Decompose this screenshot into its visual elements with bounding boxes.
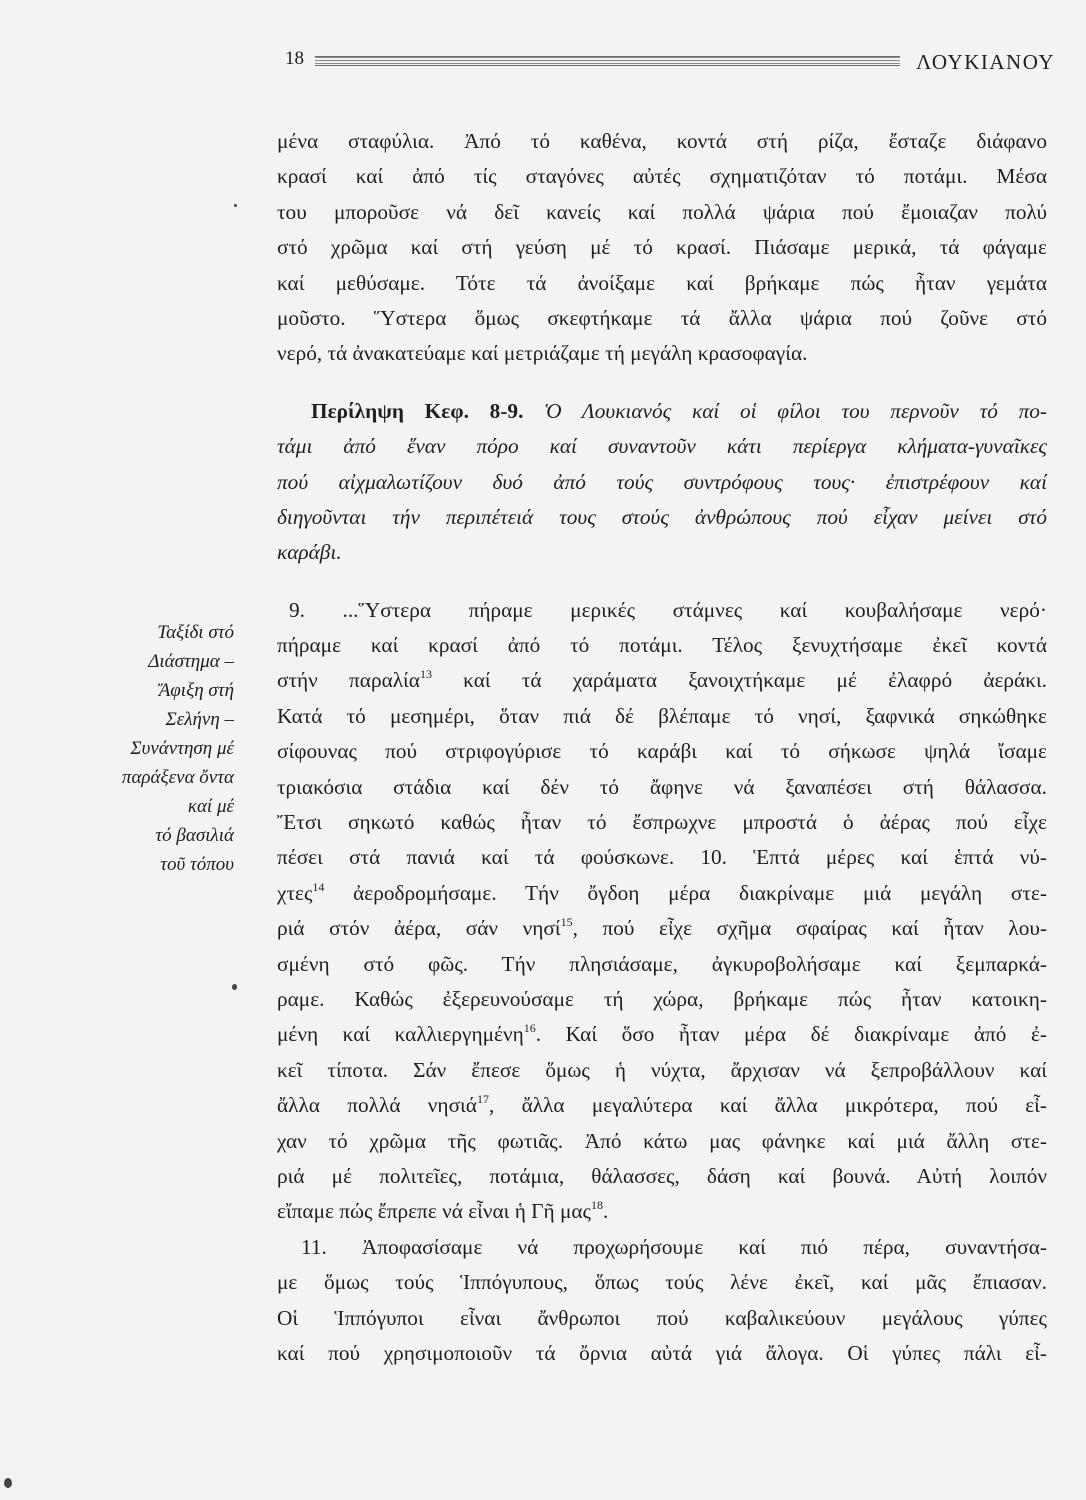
margin-note-line: Συνάντηση μέ <box>130 738 234 759</box>
text-line: μοῦστο. Ὕστερα ὅμως σκεφτήκαμε τά ἄλλα ψάρια πού ζοῦνε στό <box>277 305 1047 330</box>
margin-note-line: Ἄφιξη στή <box>158 680 234 701</box>
text-line: σίφουνας πού στριφογύρισε τό καράβι καί τό σήκωσε ψηλά ἴσαμε <box>277 739 1047 764</box>
text-line: νερό, τά ἀνακατεύαμε καί μετριάζαμε τή μεγάλη κρασοφαγία. <box>277 341 808 366</box>
summary-text: Ὁ Λουκιανός καί οἱ φίλοι του περνοῦν τό πο- <box>544 398 1047 423</box>
text-line <box>277 663 1047 698</box>
text-span: εἴπαμε πώς ἔπρεπε νά εἶναι ἡ Γῆ μας <box>277 1199 591 1224</box>
paragraph-11 <box>277 1230 1047 1372</box>
text-line: στό χρῶμα καί στή γεύση μέ τό κρασί. Πιάσαμε μερικά, τά φάγαμε <box>277 235 1047 260</box>
margin-note-line: τό βασιλιά <box>155 825 234 846</box>
footnote-ref: 16 <box>523 1021 536 1036</box>
print-speck <box>4 1478 12 1488</box>
footnote-ref: 14 <box>312 879 325 894</box>
margin-note-line: παράξενα ὄντα <box>121 767 234 788</box>
footnote-ref: 13 <box>419 667 432 682</box>
text-span: χτες <box>277 880 313 905</box>
text-line <box>277 1088 1047 1123</box>
page-header <box>285 48 1055 78</box>
page-number: 18 <box>285 48 304 69</box>
margin-note-line: καί μέ <box>187 796 234 817</box>
text-line: τριακόσια στάδια καί δέν τό ἄφηνε νά ξαναπέσει στή θάλασσα. <box>277 774 1047 799</box>
text-line: Ἔτσι σηκωτό καθώς ἦταν τό ἔσπρωχνε μπροστά ὁ ἀέρας πού εἶχε <box>277 810 1047 835</box>
text-line: χαν τό χρῶμα τῆς φωτιᾶς. Ἀπό κάτω μας φάνηκε καί μιά ἄλλη στε- <box>277 1128 1047 1153</box>
margin-note-line: τοῦ τόπου <box>160 854 234 875</box>
text-line <box>277 876 1047 911</box>
text-line: σμένη στό φῶς. Τήν πλησιάσαμε, ἀγκυροβολήσαμε καί ξεμπαρκά- <box>277 951 1047 976</box>
text-span: , ἄλλα μεγαλύτερα καί ἄλλα μικρότερα, πού εἶ- <box>488 1093 1047 1118</box>
text-span: στήν παραλία <box>277 668 420 693</box>
text-line: ριά μέ πολιτεῖες, ποτάμια, θάλασσες, δάση καί βουνά. Αὐτή λοιπόν <box>277 1163 1047 1188</box>
text-line: ραμε. Καθώς ἐξερευνούσαμε τή χώρα, βρήκαμε πώς ἦταν κατοικη- <box>277 986 1047 1011</box>
text-line <box>277 1017 1047 1052</box>
text-span: ἄλλα πολλά νησιά <box>277 1093 477 1118</box>
text-line: πέσει στά πανιά καί τά φούσκωνε. 10. Ἑπτά μέρες καί ἑπτά νύ- <box>277 845 1047 870</box>
text-span: . <box>602 1199 609 1224</box>
text-line: 11. Ἀποφασίσαμε νά προχωρήσουμε καί πιό πέρα, συναντήσα- <box>301 1234 1047 1259</box>
chapter-summary <box>277 394 1047 571</box>
text-line: του μποροῦσε νά δεῖ κανείς καί πολλά ψάρια πού ἔμοιαζαν πολύ <box>277 199 1047 224</box>
summary-first-line <box>277 394 1047 429</box>
text-line: κεῖ τίποτα. Σάν ἔπεσε ὅμως ἡ νύχτα, ἄρχισαν νά ξεπροβάλλουν καί <box>277 1057 1047 1082</box>
header-rule <box>315 56 900 66</box>
footnote-ref: 18 <box>590 1198 603 1213</box>
text-span: . Καί ὅσο ἦταν μέρα δέ διακρίναμε ἀπό ἐ- <box>535 1022 1047 1047</box>
margin-note <box>98 618 234 879</box>
text-span: ριά στόν ἀέρα, σάν νησί <box>277 916 561 941</box>
text-line: 9. ...Ὕστερα πήραμε μερικές στάμνες καί κουβαλήσαμε νερό· <box>289 597 1047 622</box>
paragraph-9 <box>277 593 1047 1230</box>
text-span: μένη καί καλλιεργημένη <box>277 1022 524 1047</box>
text-line: Οἱ Ἱππόγυποι εἶναι ἄνθρωποι πού καβαλικεύουν μεγάλους γύπες <box>277 1305 1047 1330</box>
text-line: μένα σταφύλια. Ἀπό τό καθένα, κοντά στή ρίζα, ἔσταζε διάφανο <box>277 129 1047 153</box>
text-line: Κατά τό μεσημέρι, ὅταν πιά δέ βλέπαμε τό νησί, ξαφνικά σηκώθηκε <box>277 703 1047 728</box>
text-line: πήραμε καί κρασί ἀπό τό ποτάμι. Τέλος ξενυχτήσαμε ἐκεῖ κοντά <box>277 633 1047 658</box>
footnote-ref: 15 <box>560 915 573 930</box>
text-line: με ὅμως τούς Ἱππόγυπους, ὅπως τούς λένε ἐκεῖ, καί μᾶς ἔπιασαν. <box>277 1270 1047 1295</box>
summary-title: Περίληψη Κεφ. 8-9. <box>311 398 524 423</box>
summary-line: πού αἰχμαλωτίζουν δυό ἀπό τούς συντρόφους τους· ἐπιστρέφουν καί <box>277 469 1047 494</box>
summary-line: τάμι ἀπό ἕναν πόρο καί συναντοῦν κάτι περίεργα κλήματα-γυναῖκες <box>277 434 1047 459</box>
body-text <box>277 124 1047 1371</box>
print-speck <box>232 984 237 990</box>
margin-note-line: Διάστημα – <box>148 651 234 672</box>
text-span: καί τά χαράματα ξανοιχτήκαμε μέ ἐλαφρό ἀεράκι. <box>431 668 1048 693</box>
text-line <box>277 1194 1047 1229</box>
text-line: καί πού χρησιμοποιοῦν τά ὄρνια αὐτά γιά ἄλογα. Οἱ γύπες πάλι εἶ- <box>277 1340 1047 1365</box>
paragraph-1 <box>277 124 1047 372</box>
text-line: κρασί καί ἀπό τίς σταγόνες αὐτές σχηματιζόταν τό ποτάμι. Μέσα <box>277 164 1047 189</box>
running-title: ΛΟΥΚΙΑΝΟΥ <box>916 50 1055 74</box>
text-span: , πού εἶχε σχῆμα σφαίρας καί ἦταν λου- <box>572 916 1047 941</box>
margin-note-line: Ταξίδι στό <box>157 622 234 643</box>
margin-note-line: Σελήνη – <box>165 709 234 730</box>
footnote-ref: 17 <box>476 1092 489 1107</box>
text-line: καί μεθύσαμε. Τότε τά ἀνοίξαμε καί βρήκαμε πώς ἦταν γεμάτα <box>277 270 1047 295</box>
summary-line: καράβι. <box>277 540 342 565</box>
text-line <box>277 911 1047 946</box>
print-speck <box>234 204 237 207</box>
summary-line: διηγοῦνται τήν περιπέτειά τους στούς ἀνθρώπους πού εἶχαν μείνει στό <box>277 504 1047 529</box>
text-span: ἀεροδρομήσαμε. Τήν ὄγδοη μέρα διακρίναμε μιά μεγάλη στε- <box>324 880 1047 905</box>
